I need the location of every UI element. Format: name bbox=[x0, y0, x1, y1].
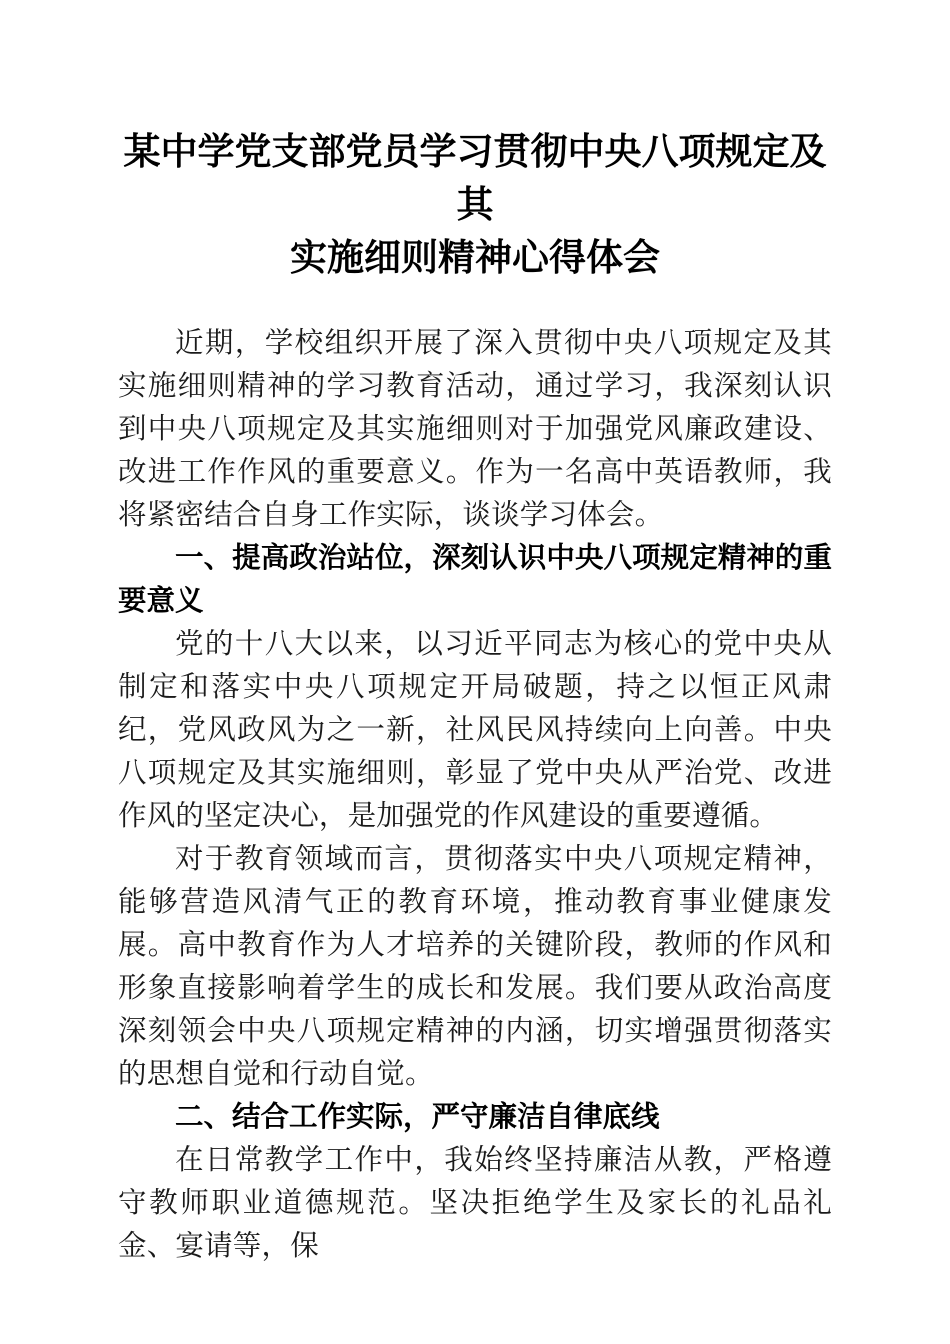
page-title bbox=[118, 0, 832, 285]
section-heading-one: 一、提高政治站位，深刻认识中央八项规定精神的重要意义 bbox=[118, 542, 832, 617]
paragraph-intro: 近期，学校组织开展了深入贯彻中央八项规定及其实施细则精神的学习教育活动，通过学习，我深刻认识到中央八项规定及其实施细则对于加强党风廉政建设、改进工作作风的重要意义。作为一名高中英语教师，我将紧密结合自身工作实际，谈谈学习体会。 bbox=[118, 328, 832, 531]
page-title-line-1: 某中学党支部党员学习贯彻中央八项规定及其 bbox=[123, 132, 827, 226]
title-spacer bbox=[118, 285, 832, 322]
section-heading-two: 二、结合工作实际，严守廉洁自律底线 bbox=[175, 1101, 660, 1133]
paragraph-section1-b: 对于教育领域而言，贯彻落实中央八项规定精神，能够营造风清气正的教育环境，推动教育事业健康发展。高中教育作为人才培养的关键阶段，教师的作风和形象直接影响着学生的成长和发展。我们要从政治高度深刻领会中央八项规定精神的内涵，切实增强贯彻落实的思想自觉和行动自觉。 bbox=[118, 844, 832, 1090]
document-body bbox=[118, 0, 832, 1268]
paragraph-section2-a: 在日常教学工作中，我始终坚持廉洁从教，严格遵守教师职业道德规范。坚决拒绝学生及家长的礼品礼金、宴请等，保 bbox=[118, 1145, 832, 1262]
page-title-line-2: 实施细则精神心得体会 bbox=[290, 238, 660, 279]
paragraph-section1-a: 党的十八大以来，以习近平同志为核心的党中央从制定和落实中央八项规定开局破题，持之以恒正风肃纪，党风政风为之一新，社风民风持续向上向善。中央八项规定及其实施细则，彰显了党中央从严治党、改进作风的坚定决心，是加强党的作风建设的重要遵循。 bbox=[118, 629, 832, 832]
